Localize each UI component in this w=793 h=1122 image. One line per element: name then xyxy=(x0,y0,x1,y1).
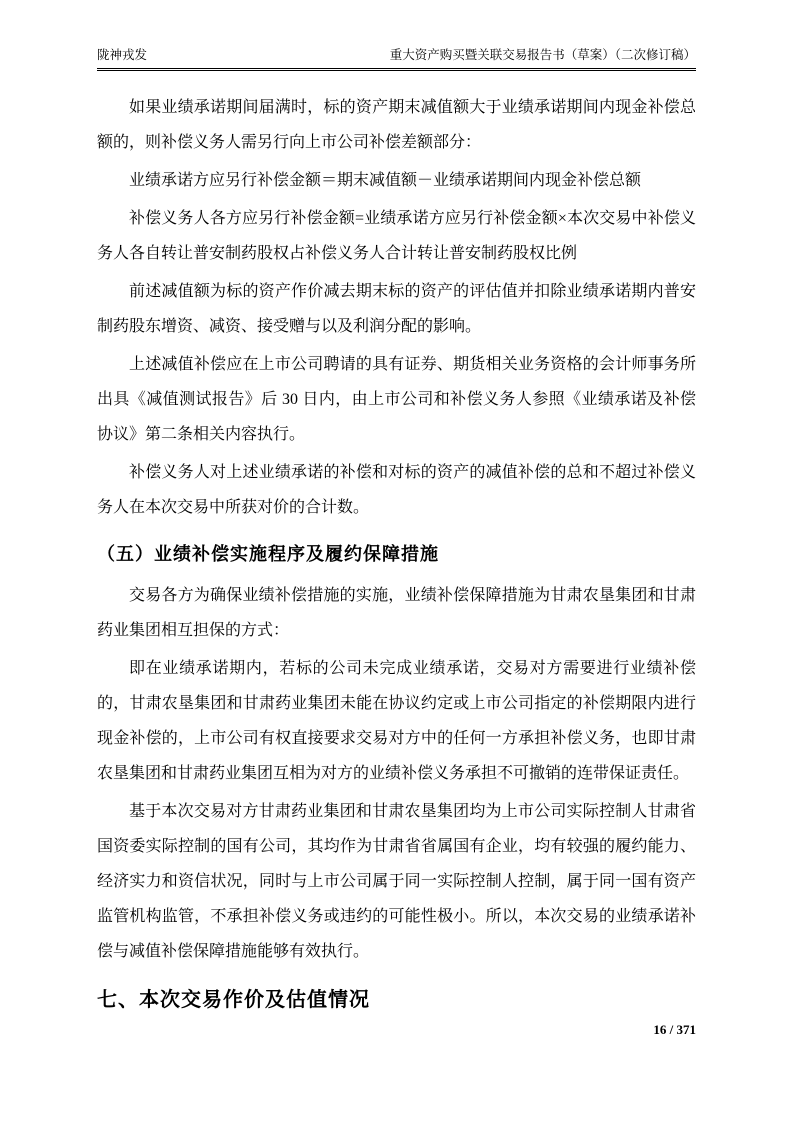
chapter-heading: 七、本次交易作价及估值情况 xyxy=(97,989,370,1011)
section-heading: （五）业绩补偿实施程序及履约保障措施 xyxy=(97,544,439,564)
paragraph: 补偿义务人对上述业绩承诺的补偿和对标的资产的减值补偿的总和不超过补偿义务人在本次交易中所获对价的合计数。 xyxy=(97,464,696,516)
paragraph: 上述减值补偿应在上市公司聘请的具有证券、期货相关业务资格的会计师事务所出具《减值测试报告》后 30 日内，由上市公司和补偿义务人参照《业绩承诺及补偿协议》第二条相关内容执行。 xyxy=(97,356,696,443)
header-report-title: 重大资产购买暨关联交易报告书（草案）（二次修订稿） xyxy=(389,48,696,62)
paragraph: 基于本次交易对方甘肃药业集团和甘肃农垦集团均为上市公司实际控制人甘肃省国资委实际控制的国有公司，其均作为甘肃省省属国有企业，均有较强的履约能力、经济实力和资信状况，同时与上市公司属于同一实际控制人控制，属于同一国有资产监管机构监管，不承担补偿义务或违约的可能性极小。所以，本次交易的业绩承诺补偿与减值补偿保障措施能够有效执行。 xyxy=(97,803,696,960)
page-number: 16 / 371 xyxy=(653,1022,696,1037)
page-header xyxy=(97,46,696,71)
document-body xyxy=(97,90,696,1015)
paragraph: 如果业绩承诺期间届满时，标的资产期末减值额大于业绩承诺期间内现金补偿总额的，则补偿义务人需另行向上市公司补偿差额部分： xyxy=(97,99,696,151)
header-company-name: 陇神戎发 xyxy=(97,48,148,62)
paragraph: 前述减值额为标的资产作价减去期末标的资产的评估值并扣除业绩承诺期内普安制药股东增资、减资、接受赠与以及利润分配的影响。 xyxy=(97,283,696,335)
page-footer xyxy=(653,1022,696,1038)
paragraph: 即在业绩承诺期内，若标的公司未完成业绩承诺，交易对方需要进行业绩补偿的，甘肃农垦集团和甘肃药业集团未能在协议约定或上市公司指定的补偿期限内进行现金补偿的，上市公司有权直接要求交易对方中的任何一方承担补偿义务，也即甘肃农垦集团和甘肃药业集团互相为对方的业绩补偿义务承担不可撤销的连带保证责任。 xyxy=(97,660,696,782)
paragraph: 交易各方为确保业绩补偿措施的实施，业绩补偿保障措施为甘肃农垦集团和甘肃药业集团相互担保的方式： xyxy=(97,587,696,639)
paragraph: 业绩承诺方应另行补偿金额＝期末减值额－业绩承诺期间内现金补偿总额 xyxy=(129,172,642,189)
paragraph: 补偿义务人各方应另行补偿金额=业绩承诺方应另行补偿金额×本次交易中补偿义务人各自转让普安制药股权占补偿义务人合计转让普安制药股权比例 xyxy=(97,210,696,262)
